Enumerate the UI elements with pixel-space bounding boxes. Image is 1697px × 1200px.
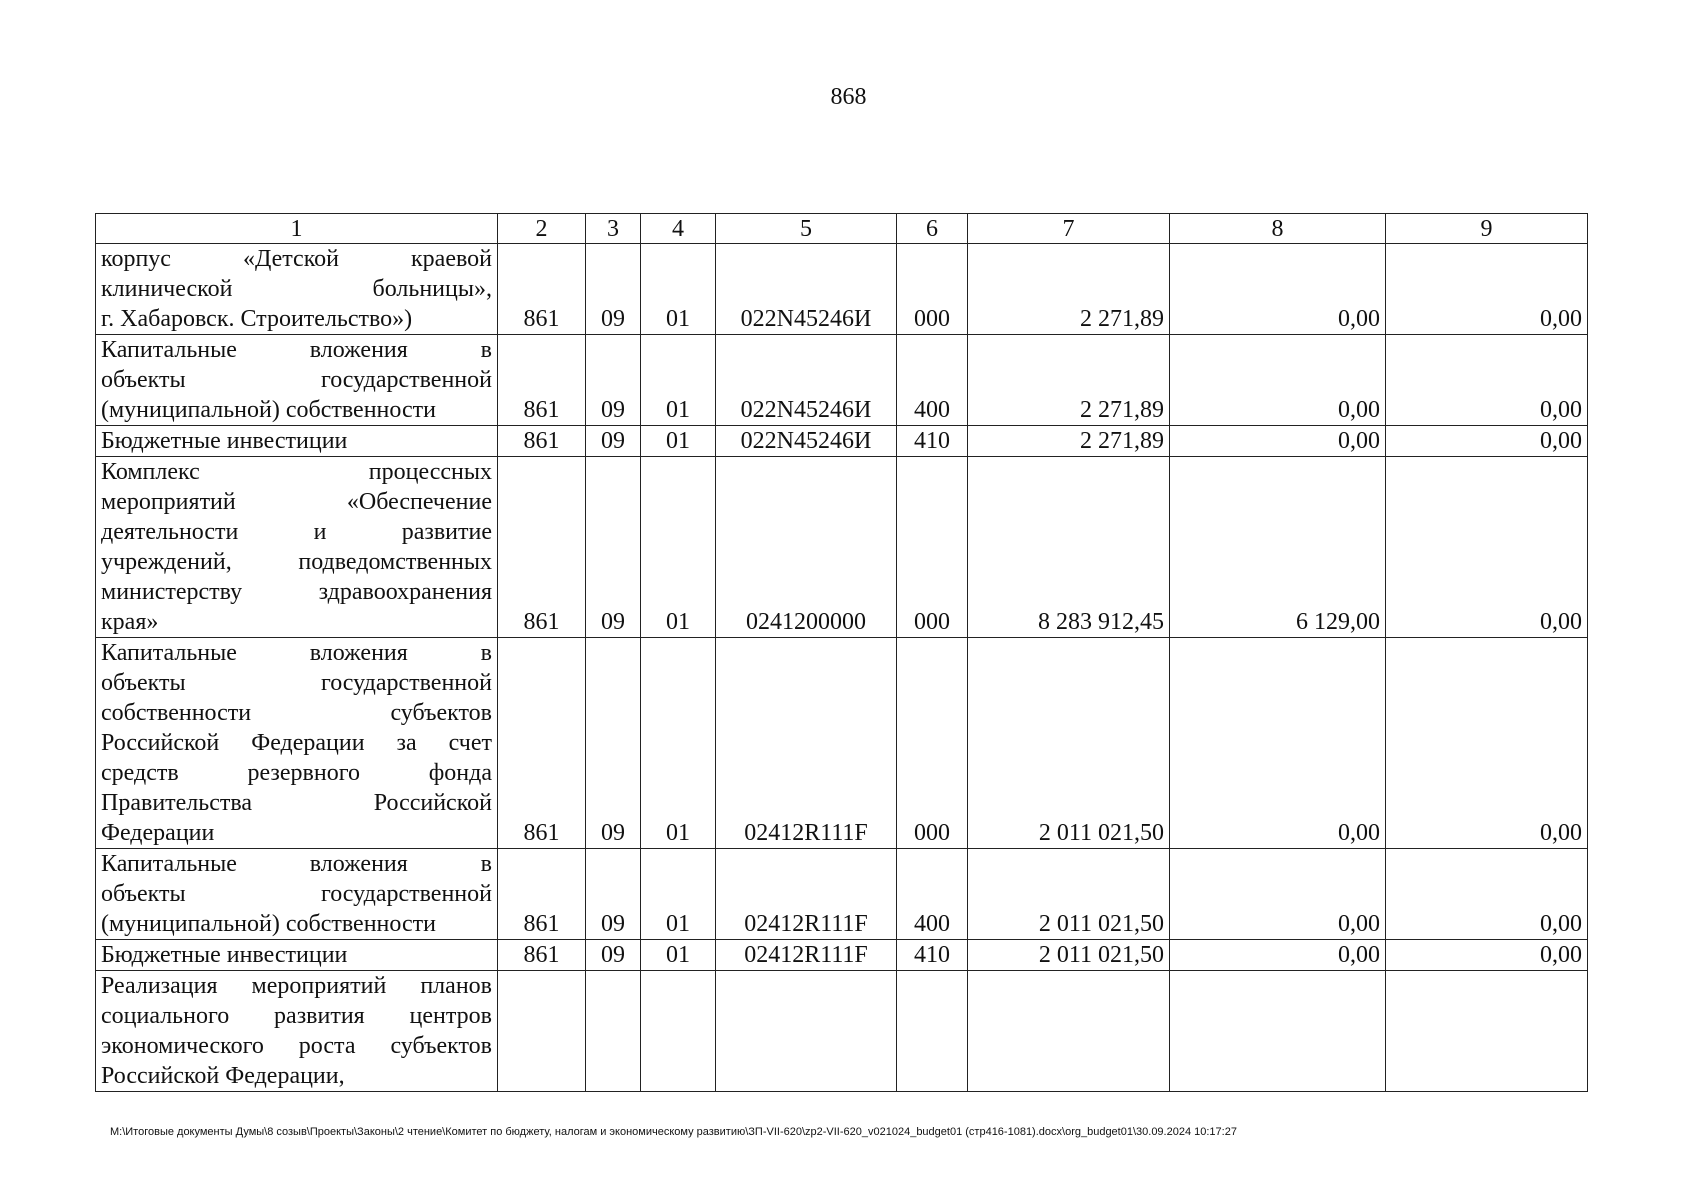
- amount-cell: 2 011 021,50: [968, 940, 1170, 971]
- table-row: [96, 638, 1588, 849]
- subsection-code-cell: 01: [641, 849, 716, 940]
- row-name-line: объекты государственной: [101, 881, 492, 907]
- row-name-line: объекты государственной: [101, 367, 492, 393]
- amount-cell: [968, 971, 1170, 1092]
- amount-cell: 0,00: [1386, 638, 1588, 849]
- amount-cell: 8 283 912,45: [968, 457, 1170, 638]
- amount-cell: 2 271,89: [968, 426, 1170, 457]
- row-name-line: Бюджетные инвестиции: [101, 942, 348, 968]
- expense-type-cell: 400: [897, 335, 968, 426]
- target-article-cell: 02412R111F: [716, 638, 897, 849]
- expense-type-cell: 000: [897, 457, 968, 638]
- section-code-cell: 09: [586, 940, 641, 971]
- row-name-cell: [96, 971, 498, 1092]
- row-name-line: Капитальные вложения в: [101, 640, 492, 666]
- target-article-cell: 02412R111F: [716, 849, 897, 940]
- target-article-cell: 022N45246И: [716, 335, 897, 426]
- amount-cell: 0,00: [1386, 457, 1588, 638]
- row-name-cell: [96, 638, 498, 849]
- ministry-code-cell: 861: [498, 244, 586, 335]
- table-row: [96, 940, 1588, 971]
- row-name-line: Бюджетные инвестиции: [101, 428, 348, 454]
- column-header-8: 8: [1170, 214, 1386, 244]
- subsection-code-cell: 01: [641, 426, 716, 457]
- target-article-cell: [716, 971, 897, 1092]
- footer-file-path: M:\Итоговые документы Думы\8 созыв\Проекты\Законы\2 чтение\Комитет по бюджету, налогам и экономическому развитию\ЗП-VII-620\zp2-VII-620_v021024_budget01 (стр416-1081).docx\org_budget01\30.09.2024 10:17:27: [110, 1126, 1237, 1138]
- row-name-line: социального развития центров: [101, 1003, 492, 1029]
- section-code-cell: 09: [586, 457, 641, 638]
- row-name-line: учреждений, подведомственных: [101, 549, 492, 575]
- row-name-line: Капитальные вложения в: [101, 337, 492, 363]
- column-header-6: 6: [897, 214, 968, 244]
- budget-table: [95, 213, 1588, 1092]
- amount-cell: 0,00: [1170, 940, 1386, 971]
- row-name-line: Комплекс процессных: [101, 459, 492, 485]
- ministry-code-cell: 861: [498, 426, 586, 457]
- row-name-line: Российской Федерации,: [101, 1063, 345, 1089]
- row-name-cell: [96, 426, 498, 457]
- row-name-line: Правительства Российской: [101, 790, 492, 816]
- subsection-code-cell: 01: [641, 457, 716, 638]
- header-row: [96, 214, 1588, 244]
- row-name-line: края»: [101, 609, 159, 635]
- amount-cell: 0,00: [1386, 849, 1588, 940]
- section-code-cell: [586, 971, 641, 1092]
- target-article-cell: 0241200000: [716, 457, 897, 638]
- amount-cell: 2 271,89: [968, 335, 1170, 426]
- table-row: [96, 971, 1588, 1092]
- row-name-line: Капитальные вложения в: [101, 851, 492, 877]
- amount-cell: 0,00: [1170, 849, 1386, 940]
- row-name-line: собственности субъектов: [101, 700, 492, 726]
- page-number: 868: [830, 84, 867, 110]
- amount-cell: 6 129,00: [1170, 457, 1386, 638]
- ministry-code-cell: 861: [498, 335, 586, 426]
- expense-type-cell: 410: [897, 426, 968, 457]
- row-name-line: экономического роста субъектов: [101, 1033, 492, 1059]
- row-name-line: корпус «Детской краевой: [101, 246, 492, 272]
- amount-cell: 0,00: [1386, 426, 1588, 457]
- column-header-2: 2: [498, 214, 586, 244]
- ministry-code-cell: [498, 971, 586, 1092]
- row-name-line: средств резервного фонда: [101, 760, 492, 786]
- column-header-5: 5: [716, 214, 897, 244]
- row-name-line: (муниципальной) собственности: [101, 911, 436, 937]
- ministry-code-cell: 861: [498, 940, 586, 971]
- subsection-code-cell: 01: [641, 638, 716, 849]
- row-name-line: клинической больницы»,: [101, 276, 492, 302]
- row-name-line: Федерации: [101, 820, 215, 846]
- amount-cell: 0,00: [1170, 426, 1386, 457]
- row-name-line: Реализация мероприятий планов: [101, 973, 492, 999]
- table-row: [96, 244, 1588, 335]
- target-article-cell: 02412R111F: [716, 940, 897, 971]
- amount-cell: 0,00: [1170, 335, 1386, 426]
- table-row: [96, 426, 1588, 457]
- row-name-line: министерству здравоохранения: [101, 579, 492, 605]
- target-article-cell: 022N45246И: [716, 244, 897, 335]
- ministry-code-cell: 861: [498, 457, 586, 638]
- row-name-cell: [96, 457, 498, 638]
- section-code-cell: 09: [586, 335, 641, 426]
- row-name-cell: [96, 244, 498, 335]
- section-code-cell: 09: [586, 244, 641, 335]
- expense-type-cell: 410: [897, 940, 968, 971]
- column-header-9: 9: [1386, 214, 1588, 244]
- amount-cell: 0,00: [1170, 244, 1386, 335]
- amount-cell: 0,00: [1386, 940, 1588, 971]
- table-row: [96, 457, 1588, 638]
- ministry-code-cell: 861: [498, 849, 586, 940]
- row-name-cell: [96, 335, 498, 426]
- subsection-code-cell: 01: [641, 940, 716, 971]
- amount-cell: [1170, 971, 1386, 1092]
- amount-cell: 2 011 021,50: [968, 638, 1170, 849]
- subsection-code-cell: 01: [641, 335, 716, 426]
- amount-cell: 0,00: [1386, 335, 1588, 426]
- expense-type-cell: [897, 971, 968, 1092]
- row-name-line: объекты государственной: [101, 670, 492, 696]
- table-row: [96, 335, 1588, 426]
- amount-cell: 0,00: [1386, 244, 1588, 335]
- subsection-code-cell: [641, 971, 716, 1092]
- amount-cell: [1386, 971, 1588, 1092]
- column-header-3: 3: [586, 214, 641, 244]
- amount-cell: 0,00: [1170, 638, 1386, 849]
- amount-cell: 2 271,89: [968, 244, 1170, 335]
- row-name-cell: [96, 849, 498, 940]
- row-name-line: мероприятий «Обеспечение: [101, 489, 492, 515]
- row-name-line: (муниципальной) собственности: [101, 397, 436, 423]
- ministry-code-cell: 861: [498, 638, 586, 849]
- column-header-1: 1: [96, 214, 498, 244]
- row-name-line: деятельности и развитие: [101, 519, 492, 545]
- column-header-7: 7: [968, 214, 1170, 244]
- expense-type-cell: 000: [897, 638, 968, 849]
- table-header: [96, 214, 1588, 244]
- column-header-4: 4: [641, 214, 716, 244]
- section-code-cell: 09: [586, 426, 641, 457]
- section-code-cell: 09: [586, 849, 641, 940]
- expense-type-cell: 400: [897, 849, 968, 940]
- table-row: [96, 849, 1588, 940]
- section-code-cell: 09: [586, 638, 641, 849]
- row-name-line: г. Хабаровск. Строительство»): [101, 306, 413, 332]
- subsection-code-cell: 01: [641, 244, 716, 335]
- target-article-cell: 022N45246И: [716, 426, 897, 457]
- amount-cell: 2 011 021,50: [968, 849, 1170, 940]
- row-name-line: Российской Федерации за счет: [101, 730, 492, 756]
- row-name-cell: [96, 940, 498, 971]
- table-body: [96, 244, 1588, 1092]
- expense-type-cell: 000: [897, 244, 968, 335]
